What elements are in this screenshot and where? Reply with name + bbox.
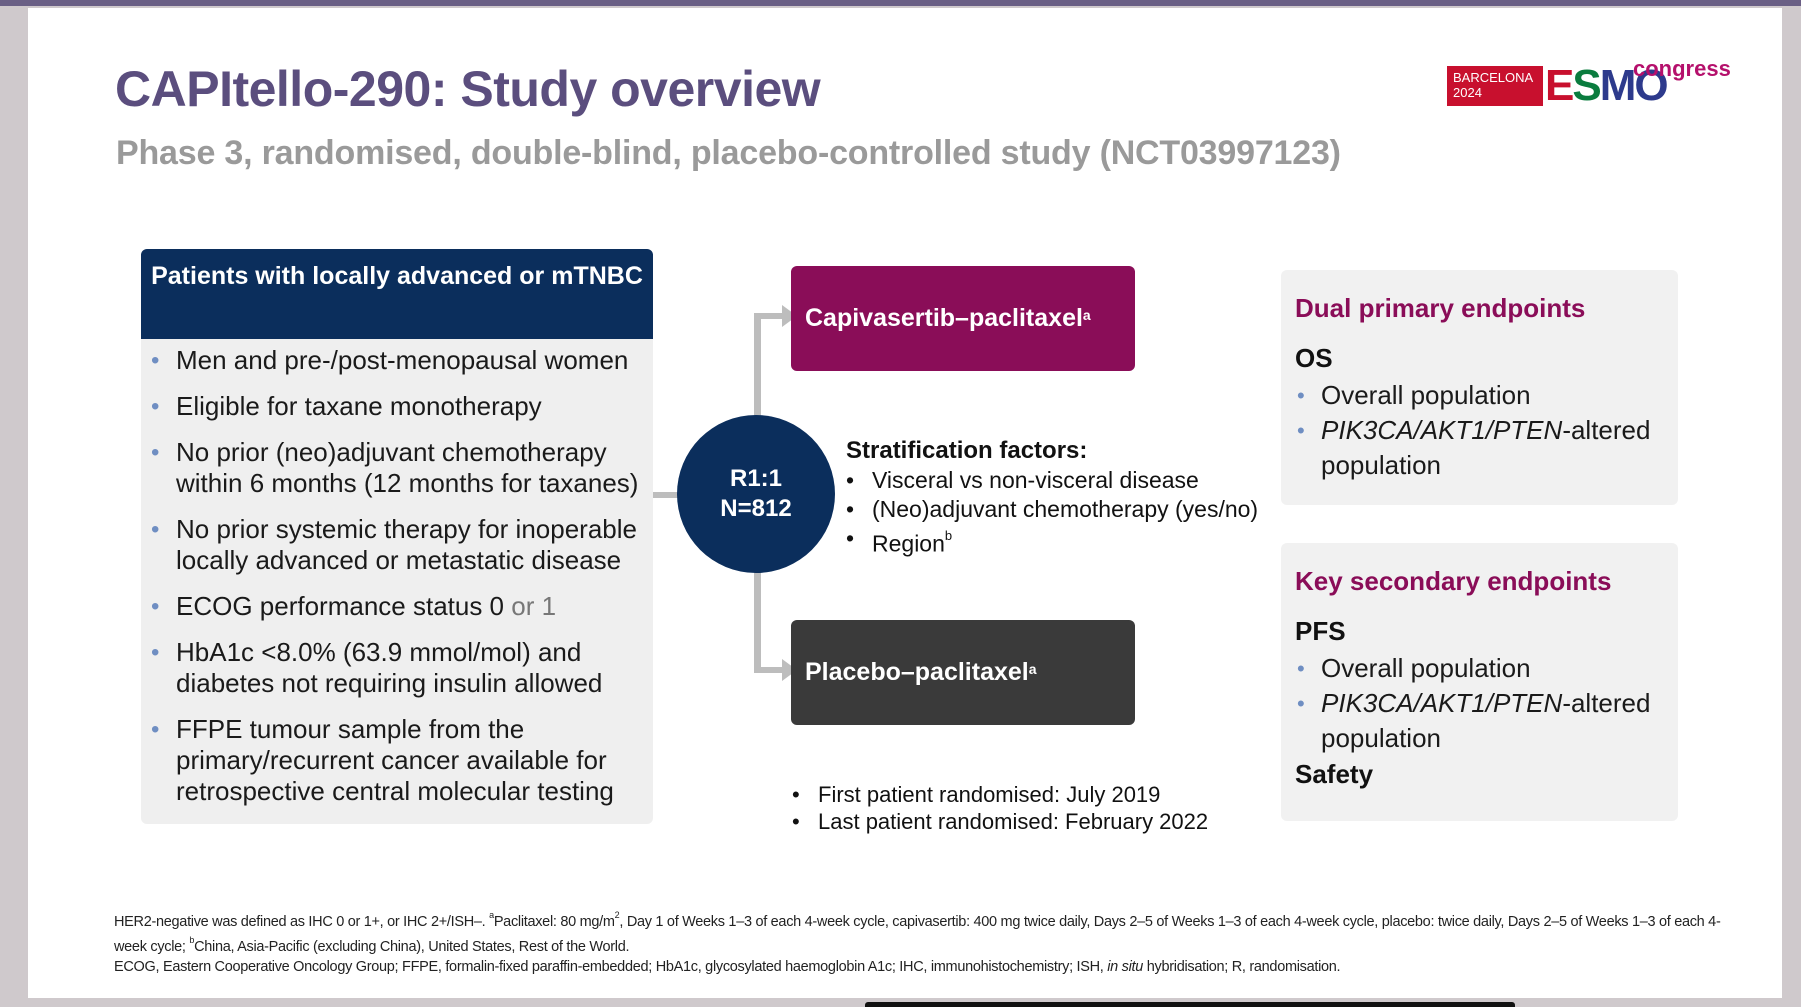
list-item: • No prior (neo)adjuvant chemotherapy within 6 months (12 months for taxanes): [141, 437, 653, 499]
esmo-congress-logo: [1447, 56, 1737, 120]
footnotes: [114, 907, 1734, 977]
list-item: • Last patient randomised: February 2022: [792, 808, 1212, 835]
logo-letter-s: S: [1572, 61, 1600, 110]
logo-letters-mo: MO: [1599, 61, 1667, 110]
slide-subtitle: Phase 3, randomised, double-blind, placebo-controlled study (NCT03997123): [116, 134, 1341, 172]
slide-title: CAPItello-290: Study overview: [115, 61, 821, 117]
logo-congress: congress: [1633, 56, 1731, 81]
eligibility-list: [141, 339, 653, 807]
placebo-arm-box: [791, 620, 1135, 725]
list-item: • Men and pre-/post-menopausal women: [141, 345, 653, 376]
footnote-text: HER2-negative was defined as IHC 0 or 1+, or IHC 2+/ISH–.: [114, 913, 490, 930]
footnote-italic: in situ: [1107, 958, 1144, 975]
primary-endpoints-title: Dual primary endpoints: [1295, 293, 1586, 323]
secondary-endpoint-pfs: PFS: [1295, 616, 1346, 646]
region-label: Region: [872, 530, 945, 557]
patients-box: [141, 249, 653, 824]
randomisation-circle: [677, 415, 835, 573]
list-item: • (Neo)adjuvant chemotherapy (yes/no): [846, 495, 1266, 524]
randomisation-n: N=812: [720, 495, 792, 522]
footnote-marker: b: [944, 528, 953, 543]
list-item: [1295, 686, 1678, 756]
arrow-line-upper: [754, 313, 784, 319]
footnote-marker: a: [1082, 306, 1091, 323]
footnote-text: ECOG, Eastern Cooperative Oncology Group; FFPE, formalin-fixed paraffin-embedded; HbA1c, glycosylated haemoglobin A1c; IHC, immunohistochemistry; ISH,: [114, 958, 1108, 975]
logo-city: BARCELONA: [1453, 70, 1534, 85]
logo-location-badge: [1447, 66, 1543, 106]
footnote-text: , Day 1 of Weeks 1–3 of each 4-week cycle, capivasertib: 400 mg twice daily, Days 2–5 of Weeks 1–3 of each 4-week cycle, placebo: twice daily, Days 2–5 of Weeks 1–3 of each 4-week cycle;: [114, 913, 1721, 955]
list-item: [846, 524, 1266, 559]
list-item: • No prior systemic therapy for inoperable locally advanced or metastatic disease: [141, 514, 653, 576]
secondary-endpoints-title: Key secondary endpoints: [1295, 566, 1612, 596]
primary-endpoints-box: [1281, 270, 1678, 505]
list-item: • Overall population: [1295, 378, 1678, 413]
enrolment-dates: [792, 781, 1212, 835]
logo-year: 2024: [1453, 85, 1482, 100]
footnote-text: hybridisation; R, randomisation.: [1143, 958, 1341, 975]
video-control-bar: [865, 1002, 1515, 1007]
primary-endpoint-os: OS: [1295, 343, 1333, 373]
footnote-line-1: [114, 907, 1734, 957]
list-item: [141, 591, 653, 622]
capivasertib-arm-label: Capivasertib–paclitaxel: [805, 304, 1083, 332]
footnote-text: Paclitaxel: 80 mg/m: [493, 913, 615, 930]
footnote-line-2: [114, 957, 1734, 977]
stratification-factors: [846, 436, 1266, 559]
secondary-endpoints-box: [1281, 543, 1678, 821]
list-item: • FFPE tumour sample from the primary/recurrent cancer available for retrospective central molecular testing: [141, 714, 653, 807]
secondary-endpoint-safety: Safety: [1295, 759, 1374, 789]
placebo-arm-label: Placebo–paclitaxel: [805, 658, 1029, 686]
logo-letter-e: E: [1545, 61, 1573, 110]
list-item: • HbA1c <8.0% (63.9 mmol/mol) and diabetes not requiring insulin allowed: [141, 637, 653, 699]
gene-names: PIK3CA/AKT1/PTEN: [1321, 415, 1563, 445]
slide: [28, 8, 1782, 998]
footnote-marker: a: [489, 910, 494, 920]
capivasertib-arm-box: [791, 266, 1135, 371]
footnote-text: China, Asia-Pacific (excluding China), United States, Rest of the World.: [194, 938, 630, 955]
footnote-marker: a: [1028, 660, 1037, 677]
list-item: [1295, 413, 1678, 483]
ecog-suffix: or 1: [511, 591, 557, 621]
altered-suffix: -altered population: [1321, 415, 1651, 480]
list-item: • Overall population: [1295, 651, 1678, 686]
superscript-squared: 2: [614, 910, 620, 920]
arrow-line-lower: [754, 667, 784, 673]
patients-header: Patients with locally advanced or mTNBC: [141, 249, 653, 339]
window-top-bar: [0, 0, 1801, 6]
list-item: • Eligible for taxane monotherapy: [141, 391, 653, 422]
list-item: • First patient randomised: July 2019: [792, 781, 1212, 808]
randomisation-ratio: R1:1: [729, 465, 783, 492]
gene-names: PIK3CA/AKT1/PTEN: [1321, 688, 1563, 718]
list-item: • Visceral vs non-visceral disease: [846, 466, 1266, 495]
footnote-marker: b: [189, 934, 195, 945]
altered-suffix: -altered population: [1321, 688, 1651, 753]
stratification-title: Stratification factors:: [846, 437, 1088, 464]
ecog-text: ECOG performance status 0: [176, 591, 505, 621]
